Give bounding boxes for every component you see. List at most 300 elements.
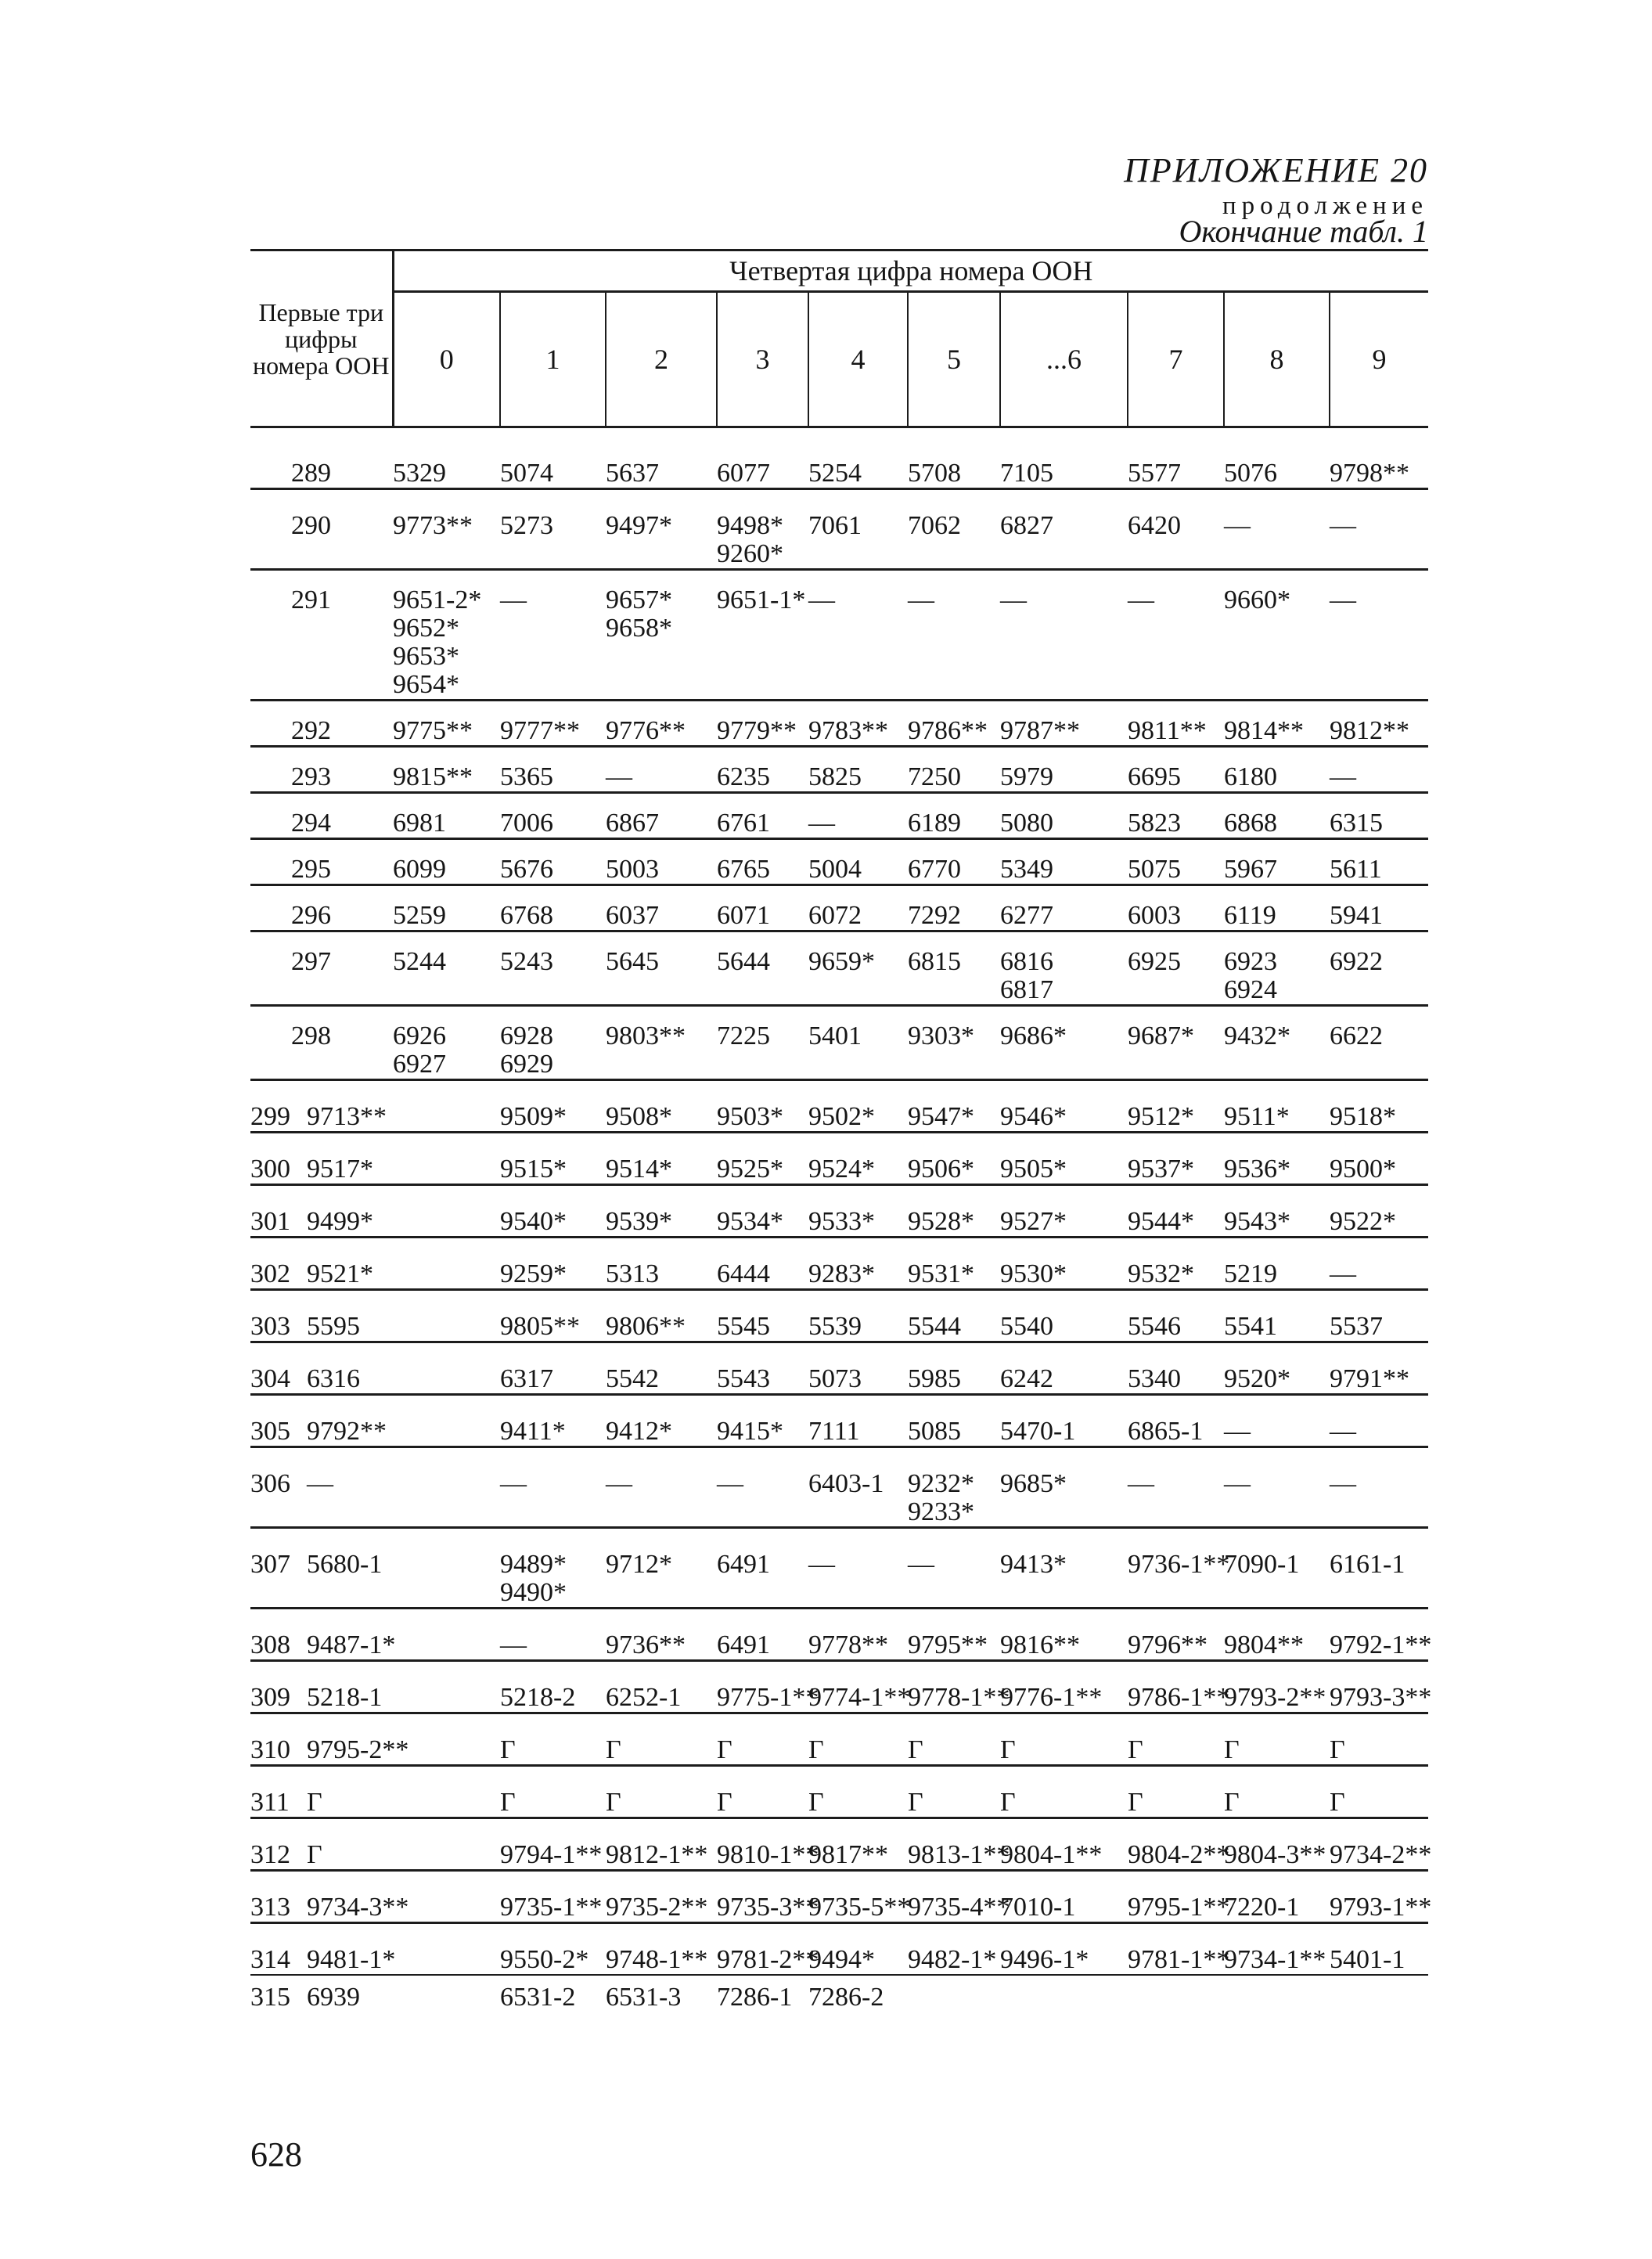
table-cell	[1000, 1766, 1128, 1818]
table-cell	[1224, 1975, 1330, 2012]
table-cell-value: 9736**	[606, 1630, 686, 1659]
table-cell	[908, 1871, 1010, 1923]
table-cell	[606, 1609, 717, 1661]
table-cell-value: Г	[307, 1840, 322, 1869]
row-key-and-first-cell	[250, 1290, 500, 1342]
table-cell-value: 6867	[606, 809, 659, 838]
table-cell	[500, 570, 606, 701]
table-cell-value: Г	[717, 1735, 732, 1764]
table-cell	[1000, 1609, 1128, 1661]
table-cell-value: 6928	[500, 1021, 553, 1050]
table-cell-value: —	[1330, 1417, 1356, 1446]
row-key-and-first-cell	[250, 1447, 500, 1528]
table-cell-value: 7292	[908, 901, 961, 930]
table-cell	[908, 1609, 1000, 1661]
table-cell	[1224, 1528, 1330, 1609]
table-cell	[717, 1975, 808, 2012]
table-cell	[500, 1447, 606, 1528]
table-cell	[606, 1395, 717, 1447]
table-cell-value: Г	[500, 1788, 516, 1817]
table-cell	[1128, 1290, 1224, 1342]
table-cell	[717, 1871, 819, 1923]
table-cell-value: —	[606, 762, 632, 791]
table-cell	[1224, 1713, 1330, 1766]
table-cell-value: 9812**	[1330, 716, 1409, 745]
table-cell	[908, 489, 1000, 570]
table-cell-value: 6981	[393, 809, 446, 838]
table-cell-value: 6161-1	[1330, 1550, 1405, 1579]
table-cell	[1330, 1395, 1428, 1447]
table-cell-value: 7061	[808, 511, 862, 540]
table-cell-value: 5823	[1128, 809, 1181, 838]
table-cell	[717, 1661, 819, 1713]
table-cell	[606, 931, 717, 1006]
table-cell	[808, 701, 908, 747]
table-cell-value: 9777**	[500, 716, 580, 745]
table-cell-value: 9518*	[1330, 1102, 1396, 1131]
table-cell-value: Г	[1330, 1735, 1345, 1764]
row-key-text: 299	[250, 1102, 290, 1131]
page-number: 628	[250, 2135, 302, 2174]
table-cell	[606, 427, 717, 489]
table-cell-value: 5273	[500, 511, 553, 540]
table-cell-value: 5544	[908, 1312, 961, 1341]
table-cell-value: 9522*	[1330, 1207, 1396, 1236]
table-cell-value: 5218-2	[500, 1683, 576, 1712]
table-cell-value: 5365	[500, 762, 553, 791]
table-cell	[1330, 1975, 1428, 2012]
table-cell	[500, 1609, 606, 1661]
table-cell	[1330, 1290, 1428, 1342]
table-cell	[1330, 1661, 1432, 1713]
table-row	[250, 793, 1428, 839]
table-cell	[1330, 1133, 1428, 1185]
table-cell-value: 9482-1*	[908, 1945, 997, 1974]
table-cell-value: Г	[606, 1788, 621, 1817]
row-key-and-first-cell	[250, 1080, 500, 1133]
table-cell	[1330, 1923, 1428, 1976]
table-cell-value: 5543	[717, 1364, 770, 1393]
table-cell-value: 6189	[908, 809, 961, 838]
table-row	[250, 1871, 1428, 1923]
table-cell-value: 9804-2**	[1128, 1840, 1230, 1869]
table-cell	[1224, 489, 1330, 570]
table-cell	[908, 1528, 1000, 1609]
table-cell-value: 6817	[1000, 975, 1053, 1004]
table-cell	[908, 931, 1000, 1006]
table-row	[250, 747, 1428, 793]
table-cell	[500, 1528, 606, 1609]
table-cell-value: 5967	[1224, 855, 1277, 884]
table-cell	[393, 839, 500, 885]
table-cell	[908, 427, 1000, 489]
table-cell-value: 9502*	[808, 1102, 875, 1131]
table-cell-value: 9528*	[908, 1207, 974, 1236]
row-key-and-first-cell	[250, 1185, 500, 1238]
table-cell	[1330, 931, 1428, 1006]
table-cell	[500, 1395, 606, 1447]
appendix-title: ПРИЛОЖЕНИЕ 20	[1124, 151, 1428, 189]
table-cell-value: —	[1330, 1469, 1356, 1498]
table-cell	[1000, 1923, 1128, 1976]
table-cell	[717, 931, 808, 1006]
table-cell-value: 9497*	[606, 511, 672, 540]
table-cell	[808, 427, 908, 489]
table-cell-value: 5539	[808, 1312, 862, 1341]
table-cell	[808, 1185, 908, 1238]
table-cell-value: Г	[1128, 1788, 1143, 1817]
table-cell-value: 9651-2*	[393, 585, 482, 614]
table-cell	[500, 1006, 606, 1080]
table-cell	[393, 885, 500, 931]
table-cell-value: —	[500, 1630, 527, 1659]
table-cell	[500, 489, 606, 570]
table-cell	[808, 489, 908, 570]
table-row	[250, 1080, 1428, 1133]
table-cell-value: 5401	[808, 1021, 862, 1050]
table-cell	[1128, 1447, 1224, 1528]
row-key-and-first-cell	[250, 1661, 500, 1713]
table-cell	[500, 931, 606, 1006]
table-cell	[606, 1290, 717, 1342]
table-cell	[1330, 1342, 1428, 1395]
table-cell-value: 7225	[717, 1021, 770, 1050]
table-cell	[1128, 1766, 1224, 1818]
table-cell-value: 6929	[500, 1050, 553, 1079]
table-cell-value: 9413*	[1000, 1550, 1067, 1579]
table-cell-value: 5329	[393, 459, 446, 488]
column-header: 3	[717, 292, 808, 427]
table-row	[250, 885, 1428, 931]
table-cell-value: 9550-2*	[500, 1945, 589, 1974]
table-cell	[606, 1661, 717, 1713]
table-cell	[1330, 1528, 1428, 1609]
table-cell-value: 5401-1	[1330, 1945, 1405, 1974]
table-cell-value: 9806**	[606, 1312, 686, 1341]
table-cell-value: 6761	[717, 809, 770, 838]
table-cell	[500, 701, 606, 747]
table-cell	[1000, 1342, 1128, 1395]
table-row	[250, 839, 1428, 885]
table-cell	[1128, 701, 1224, 747]
table-cell-value: 9540*	[500, 1207, 567, 1236]
row-key-and-first-cell	[250, 1342, 500, 1395]
table-cell-value: —	[1224, 1417, 1251, 1446]
table-cell	[500, 839, 606, 885]
table-cell	[606, 570, 717, 701]
row-key-and-first-cell	[250, 1766, 500, 1818]
table-cell-value: —	[1128, 1469, 1154, 1498]
table-cell	[1128, 1661, 1230, 1713]
table-cell-value: 9736-1**	[1128, 1550, 1230, 1579]
table-cell-value: 5979	[1000, 762, 1053, 791]
table-cell-value: 9652*	[393, 614, 459, 643]
table-row	[250, 1661, 1428, 1713]
table-cell-value: 9515*	[500, 1155, 567, 1184]
table-cell-value: 5644	[717, 947, 770, 976]
table-cell-value: 9786-1**	[1128, 1683, 1230, 1712]
table-cell-value: 5637	[606, 459, 659, 488]
table-cell-value: 9537*	[1128, 1155, 1194, 1184]
table-cell	[717, 489, 808, 570]
table-cell-value: 9778**	[808, 1630, 888, 1659]
table-cell	[1128, 427, 1224, 489]
table-cell	[1000, 1661, 1128, 1713]
table-cell-value: —	[808, 1550, 835, 1579]
table-cell-value: —	[1330, 585, 1356, 614]
table-cell-value: 9748-1**	[606, 1945, 708, 1974]
table-cell	[500, 1661, 606, 1713]
column-header: 1	[500, 292, 606, 427]
table-cell	[1224, 427, 1330, 489]
table-cell	[1330, 701, 1428, 747]
table-cell	[1224, 931, 1330, 1006]
table-cell-value: 9543*	[1224, 1207, 1290, 1236]
table-cell	[1128, 570, 1224, 701]
table-row	[250, 1342, 1428, 1395]
table-cell	[808, 1871, 911, 1923]
row-header	[250, 250, 393, 427]
row-key	[250, 747, 393, 793]
table-cell	[1128, 1609, 1224, 1661]
table-cell-value: 9793-3**	[1330, 1683, 1432, 1712]
table-cell-value: 6180	[1224, 762, 1277, 791]
table-cell	[1224, 1766, 1330, 1818]
table-cell	[808, 570, 908, 701]
row-key-text: 301	[250, 1207, 290, 1236]
table-cell-value: Г	[1000, 1788, 1016, 1817]
table-cell	[1330, 1080, 1428, 1133]
table-cell-value: 5244	[393, 947, 446, 976]
table-cell	[908, 1923, 1000, 1976]
table-cell-value: 6768	[500, 901, 553, 930]
row-key-text: 307	[250, 1550, 290, 1579]
table-cell	[808, 1006, 908, 1080]
table-cell-value: 9432*	[1224, 1021, 1290, 1050]
table-cell-value: 9793-1**	[1330, 1893, 1432, 1922]
table-cell	[606, 1923, 717, 1976]
table-cell	[808, 1395, 908, 1447]
table-cell-value: 9793-2**	[1224, 1683, 1326, 1712]
table-cell	[808, 1609, 908, 1661]
table-cell	[1128, 747, 1224, 793]
table-cell	[908, 1766, 1000, 1818]
table-cell	[908, 701, 1000, 747]
table-cell-value: 9811**	[1128, 716, 1207, 745]
table-row	[250, 1006, 1428, 1080]
table-row	[250, 1133, 1428, 1185]
table-cell-value: 6119	[1224, 901, 1276, 930]
column-header: ...6	[1000, 292, 1128, 427]
table-cell-value: Г	[1224, 1735, 1240, 1764]
table-cell-value: Г	[908, 1788, 923, 1817]
table-cell-value: 6927	[393, 1050, 446, 1079]
column-header: 7	[1128, 292, 1224, 427]
table-cell-value: —	[1330, 511, 1356, 540]
table-cell	[717, 885, 808, 931]
row-key-text: 304	[250, 1364, 290, 1393]
table-cell	[606, 1133, 717, 1185]
table-cell	[1128, 1006, 1224, 1080]
table-cell	[606, 1871, 717, 1923]
table-cell	[808, 1528, 908, 1609]
table-cell	[393, 489, 500, 570]
table-cell-value: 9532*	[1128, 1259, 1194, 1288]
table-cell	[717, 1395, 808, 1447]
table-cell-value: 9508*	[606, 1102, 672, 1131]
table-cell	[717, 570, 808, 701]
table-cell	[908, 1133, 1000, 1185]
table-cell	[1000, 1238, 1128, 1290]
table-cell-value: 9530*	[1000, 1259, 1067, 1288]
table-cell-value: 9520*	[1224, 1364, 1290, 1393]
table-cell-value: 9259*	[500, 1259, 567, 1288]
table-cell-value: 5340	[1128, 1364, 1181, 1393]
table-cell	[606, 1342, 717, 1395]
table-cell-value: 9795-1**	[1128, 1893, 1230, 1922]
table-cell-value: 9233*	[908, 1497, 974, 1526]
table-cell-value: 5545	[717, 1312, 770, 1341]
table-cell	[606, 747, 717, 793]
table-cell	[808, 885, 908, 931]
table-cell	[908, 1080, 1000, 1133]
table-cell	[1330, 839, 1428, 885]
table-cell	[908, 747, 1000, 793]
table-cell-value: 5676	[500, 855, 553, 884]
table-cell-value: 9489*	[500, 1550, 567, 1579]
table-cell	[606, 885, 717, 931]
table-cell	[808, 1133, 908, 1185]
table-cell	[908, 1975, 1000, 2012]
row-key-text: 300	[250, 1155, 290, 1184]
table-cell-value: 6072	[808, 901, 862, 930]
table-cell	[606, 1975, 717, 2012]
table-cell-value: 6277	[1000, 901, 1053, 930]
table-cell-value: 9816**	[1000, 1630, 1080, 1659]
table-cell	[908, 1238, 1000, 1290]
table-cell	[393, 1006, 500, 1080]
table-cell-value: —	[1000, 585, 1027, 614]
table-cell	[717, 793, 808, 839]
table-cell-value: 7111	[808, 1417, 860, 1446]
table-cell	[808, 1447, 908, 1528]
table-cell-value: 5080	[1000, 809, 1053, 838]
table-cell	[500, 1290, 606, 1342]
table-row	[250, 1395, 1428, 1447]
row-key-text: 292	[291, 716, 331, 745]
table-cell-value: 6816	[1000, 947, 1053, 976]
table-cell-value: 9815**	[393, 762, 473, 791]
table-cell-value: 9804**	[1224, 1630, 1304, 1659]
table-cell	[1000, 1975, 1128, 2012]
table-cell	[500, 1713, 606, 1766]
row-key-and-first-cell	[250, 1713, 500, 1766]
table-cell-value: 6491	[717, 1550, 770, 1579]
table-cell	[1128, 489, 1224, 570]
table-cell	[1330, 427, 1428, 489]
table-cell-value: 6444	[717, 1259, 770, 1288]
table-cell-value: 9786**	[908, 716, 988, 745]
table-cell	[908, 1290, 1000, 1342]
table-cell	[717, 1238, 808, 1290]
column-header: 0	[393, 292, 500, 427]
table-cell-value: 9798**	[1330, 459, 1409, 488]
column-header: 4	[808, 292, 908, 427]
column-header: 8	[1224, 292, 1330, 427]
table-cell	[1224, 885, 1330, 931]
table-cell-value: 9735-1**	[500, 1893, 603, 1922]
row-key	[250, 793, 393, 839]
table-cell	[500, 1766, 606, 1818]
table-cell-value: 9735-3**	[717, 1893, 819, 1922]
table-cell-value: 9514*	[606, 1155, 672, 1184]
table-cell	[500, 747, 606, 793]
table-cell-value: 6922	[1330, 947, 1383, 976]
table-cell-value: Г	[1330, 1788, 1345, 1817]
table-cell-value: —	[500, 585, 527, 614]
table-cell-value: 7105	[1000, 459, 1053, 488]
table-cell	[808, 1713, 908, 1766]
row-header-line: три	[346, 297, 384, 326]
table-cell-value: 9546*	[1000, 1102, 1067, 1131]
table-row	[250, 570, 1428, 701]
table-cell-value: 5075	[1128, 855, 1181, 884]
table-cell	[717, 1080, 808, 1133]
row-key-text: 298	[291, 1021, 331, 1050]
table-cell	[393, 427, 500, 489]
table-cell-value: —	[717, 1469, 743, 1498]
table-cell-value: 7220-1	[1224, 1893, 1300, 1922]
table-cell-value: 9813-1**	[908, 1840, 1010, 1869]
table-cell-value: 7090-1	[1224, 1550, 1300, 1579]
table-cell-value: 5259	[393, 901, 446, 930]
table-cell	[500, 1133, 606, 1185]
table-cell-value: 9487-1*	[307, 1630, 396, 1659]
table-cell-value: 5085	[908, 1417, 961, 1446]
table-cell	[1224, 1395, 1330, 1447]
table-cell-value: 5708	[908, 459, 961, 488]
table-cell-value: 6531-3	[606, 1983, 682, 2012]
table-cell	[1128, 1133, 1224, 1185]
table-cell	[393, 793, 500, 839]
table-cell	[1000, 427, 1128, 489]
table-cell-value: —	[1330, 762, 1356, 791]
table-cell-value: 6317	[500, 1364, 553, 1393]
table-row	[250, 1713, 1428, 1766]
table-cell-value: 9547*	[908, 1102, 974, 1131]
table-cell	[606, 1185, 717, 1238]
table-cell	[1330, 1185, 1428, 1238]
row-key-text: 303	[250, 1312, 290, 1341]
table-cell-value: 9283*	[808, 1259, 875, 1288]
table-cell	[500, 793, 606, 839]
table-cell-value: —	[500, 1469, 527, 1498]
row-key-and-first-cell	[250, 1238, 500, 1290]
table-cell	[808, 839, 908, 885]
table-cell-value: 5219	[1224, 1259, 1277, 1288]
table-cell-value: 9791**	[1330, 1364, 1409, 1393]
row-key-text: 290	[291, 511, 331, 540]
table-cell	[717, 747, 808, 793]
table-cell	[908, 793, 1000, 839]
table-cell	[1224, 1185, 1330, 1238]
table-cell-value: 9509*	[500, 1102, 567, 1131]
table-cell	[717, 1290, 808, 1342]
row-key-text: 315	[250, 1983, 290, 2012]
table-cell	[393, 747, 500, 793]
table-cell	[500, 1238, 606, 1290]
table-cell-value: 9658*	[606, 614, 672, 643]
